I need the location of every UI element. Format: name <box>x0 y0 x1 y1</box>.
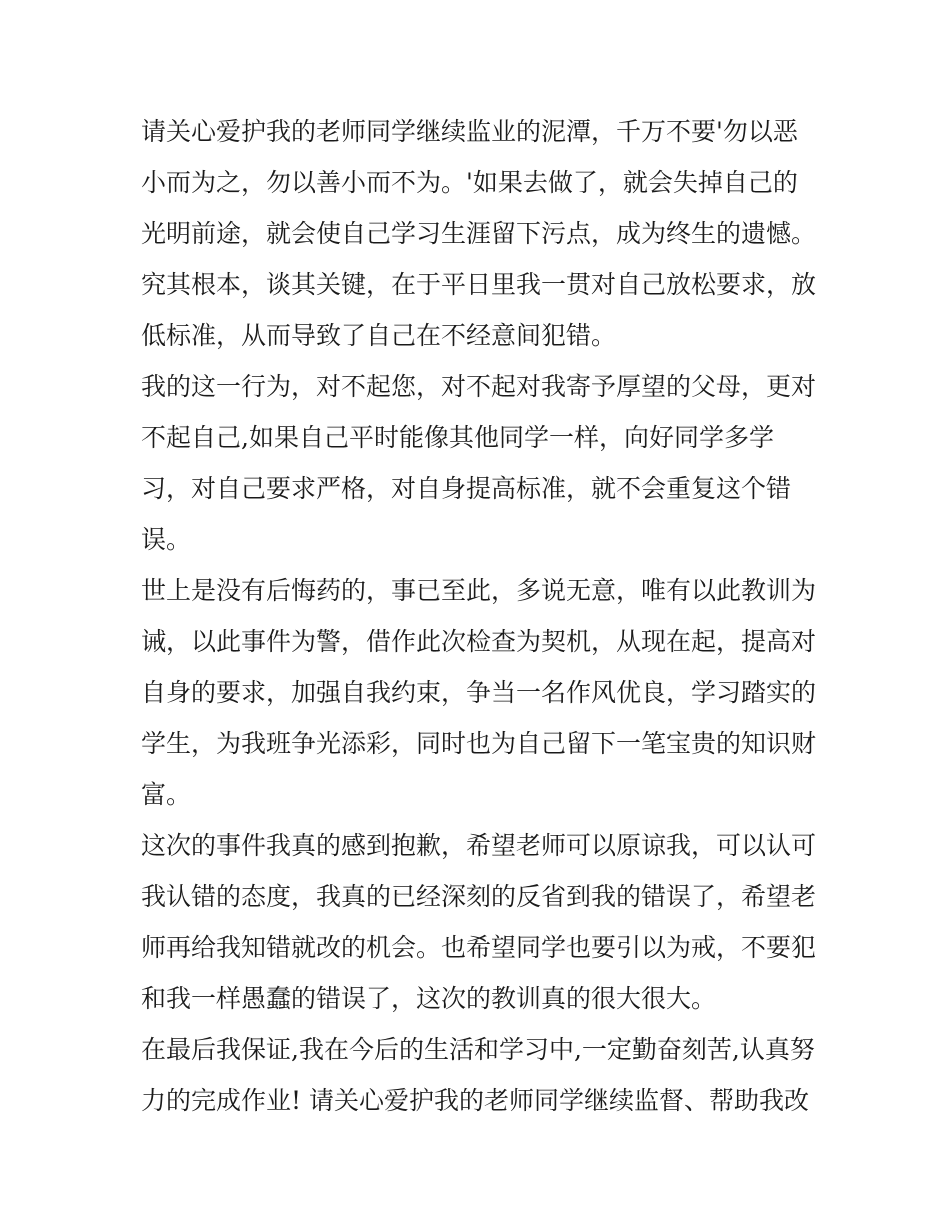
text-line: 自身的要求，加强自我约束，争当一名作风优良，学习踏实的 <box>141 678 817 707</box>
text-line: 请关心爱护我的老师同学继续监业的泥潭，千万不要'勿以恶 <box>141 117 798 146</box>
text-line: 我的这一行为，对不起您，对不起对我寄予厚望的父母，更对 <box>141 372 817 401</box>
text-line: 和我一样愚蠢的错误了，这次的教训真的很大很大。 <box>141 984 717 1013</box>
text-line: 误。 <box>141 525 192 554</box>
text-line: 小而为之，勿以善小而不为。'如果去做了，就会失掉自己的 <box>141 168 798 197</box>
text-line: 这次的事件我真的感到抱歉，希望老师可以原谅我，可以认可 <box>141 831 817 860</box>
text-line: 我认错的态度，我真的已经深刻的反省到我的错误了，希望老 <box>141 882 817 911</box>
text-line: 习，对自己要求严格，对自身提高标准，就不会重复这个错 <box>141 474 792 503</box>
text-line: 低标准，从而导致了自己在不经意间犯错。 <box>141 321 617 350</box>
text-line: 富。 <box>141 780 192 809</box>
text-line: 力的完成作业! 请关心爱护我的老师同学继续监督、帮助我改 <box>141 1086 809 1115</box>
text-line: 学生，为我班争光添彩，同时也为自己留下一笔宝贵的知识财 <box>141 729 817 758</box>
text-line: 师再给我知错就改的机会。也希望同学也要引以为戒，不要犯 <box>141 933 817 962</box>
text-line: 不起自己,如果自己平时能像其他同学一样，向好同学多学 <box>141 423 774 452</box>
text-line: 在最后我保证,我在今后的生活和学习中,一定勤奋刻苦,认真努 <box>141 1035 815 1064</box>
text-line: 究其根本，谈其关键，在于平日里我一贯对自己放松要求，放 <box>141 270 817 299</box>
text-line: 世上是没有后悔药的，事已至此，多说无意，唯有以此教训为 <box>141 576 817 605</box>
text-line: 诫，以此事件为警，借作此次检查为契机，从现在起，提高对 <box>141 627 817 656</box>
document-body <box>141 106 821 1126</box>
text-line: 光明前途，就会使自己学习生涯留下污点，成为终生的遗憾。 <box>141 219 817 248</box>
